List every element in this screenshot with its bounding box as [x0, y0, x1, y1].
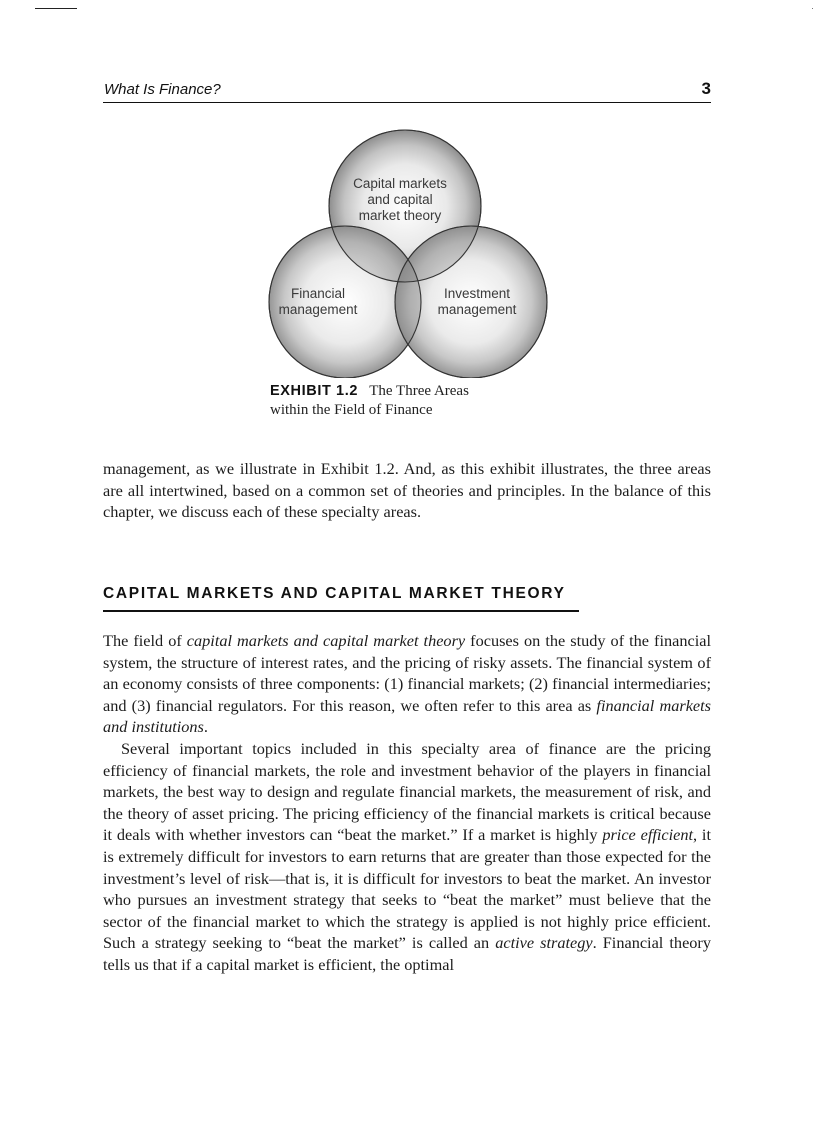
label-capital-markets-2: and capital	[367, 192, 433, 207]
running-title: What Is Finance?	[104, 81, 221, 98]
paragraph-1	[103, 630, 711, 738]
paragraph-2	[103, 738, 711, 976]
intro-block	[103, 458, 711, 523]
p2-term-price-efficient: price efficient	[602, 825, 694, 845]
p1-text-end: .	[203, 717, 208, 737]
crop-mark	[35, 8, 77, 9]
caption-title-1: The Three Areas	[369, 383, 469, 399]
section-heading-text: CAPITAL MARKETS AND CAPITAL MARKET THEORY	[103, 585, 566, 602]
label-financial-management-1: Financial	[290, 286, 346, 301]
page-number: 3	[701, 79, 711, 98]
p2-text-a: Several important topics included in this specialty area of finance are the pricing efficiency of financial markets, the role and investment behavior of the players in financial markets, the best way to design and regulate financial markets, the measurement of risk, and the theory of asset pricing. The pricing efficiency of the financial markets is critical because it deals with whether investors can “beat the market.” If a market is highly	[103, 738, 711, 845]
label-investment-management-1: Investment	[443, 286, 511, 301]
venn-diagram	[250, 128, 560, 378]
p1-term-financial-markets: financial markets and institutions	[103, 695, 712, 737]
caption-title-2: within the Field of Finance	[270, 402, 433, 418]
p2-term-active-strategy: active strategy	[495, 933, 593, 953]
label-capital-markets-3: market theory	[358, 208, 442, 223]
p2-text-b: , it is extremely difficult for investors to earn returns that are greater than those expected for the investment’s level of risk—that is, it is difficult for investors to beat the market. An investor who pursues an investment strategy that seeks to “beat the market” must believe that the sector of the financial market to which the strategy is applied is not highly price efficient. Such a strategy seeking to “beat the market” is called an	[103, 825, 711, 953]
caption-label: EXHIBIT 1.2	[270, 383, 358, 399]
label-investment-management-2: management	[437, 302, 517, 317]
p1-text-b: focuses on the study of the financial system, the structure of interest rates, and the pricing of risky assets. The financial system of an economy consists of three components: (1) financial markets; (2) financial intermediaries; and (3) financial regulators. For this reason, we often refer to this area as	[103, 631, 712, 715]
section-body	[103, 630, 711, 976]
label-financial-management-2: management	[278, 302, 358, 317]
intro-paragraph: management, as we illustrate in Exhibit 1.2. And, as this exhibit illustrates, the three areas are all intertwined, based on a common set of theories and principles. In the balance of this chapter, we discuss each of these specialty areas.	[103, 459, 711, 522]
label-capital-markets-1: Capital markets	[353, 176, 447, 191]
running-header	[103, 80, 711, 103]
p1-text-a: The field of	[103, 631, 187, 650]
p1-term-capital-markets: capital markets and capital market theory	[186, 631, 466, 650]
corner-mark	[812, 8, 813, 9]
p2-text-c: . Financial theory tells us that if a capital market is efficient, the optimal	[103, 933, 711, 974]
figure-caption	[270, 382, 570, 420]
section-heading	[103, 584, 579, 612]
caption-line-1	[270, 382, 570, 401]
